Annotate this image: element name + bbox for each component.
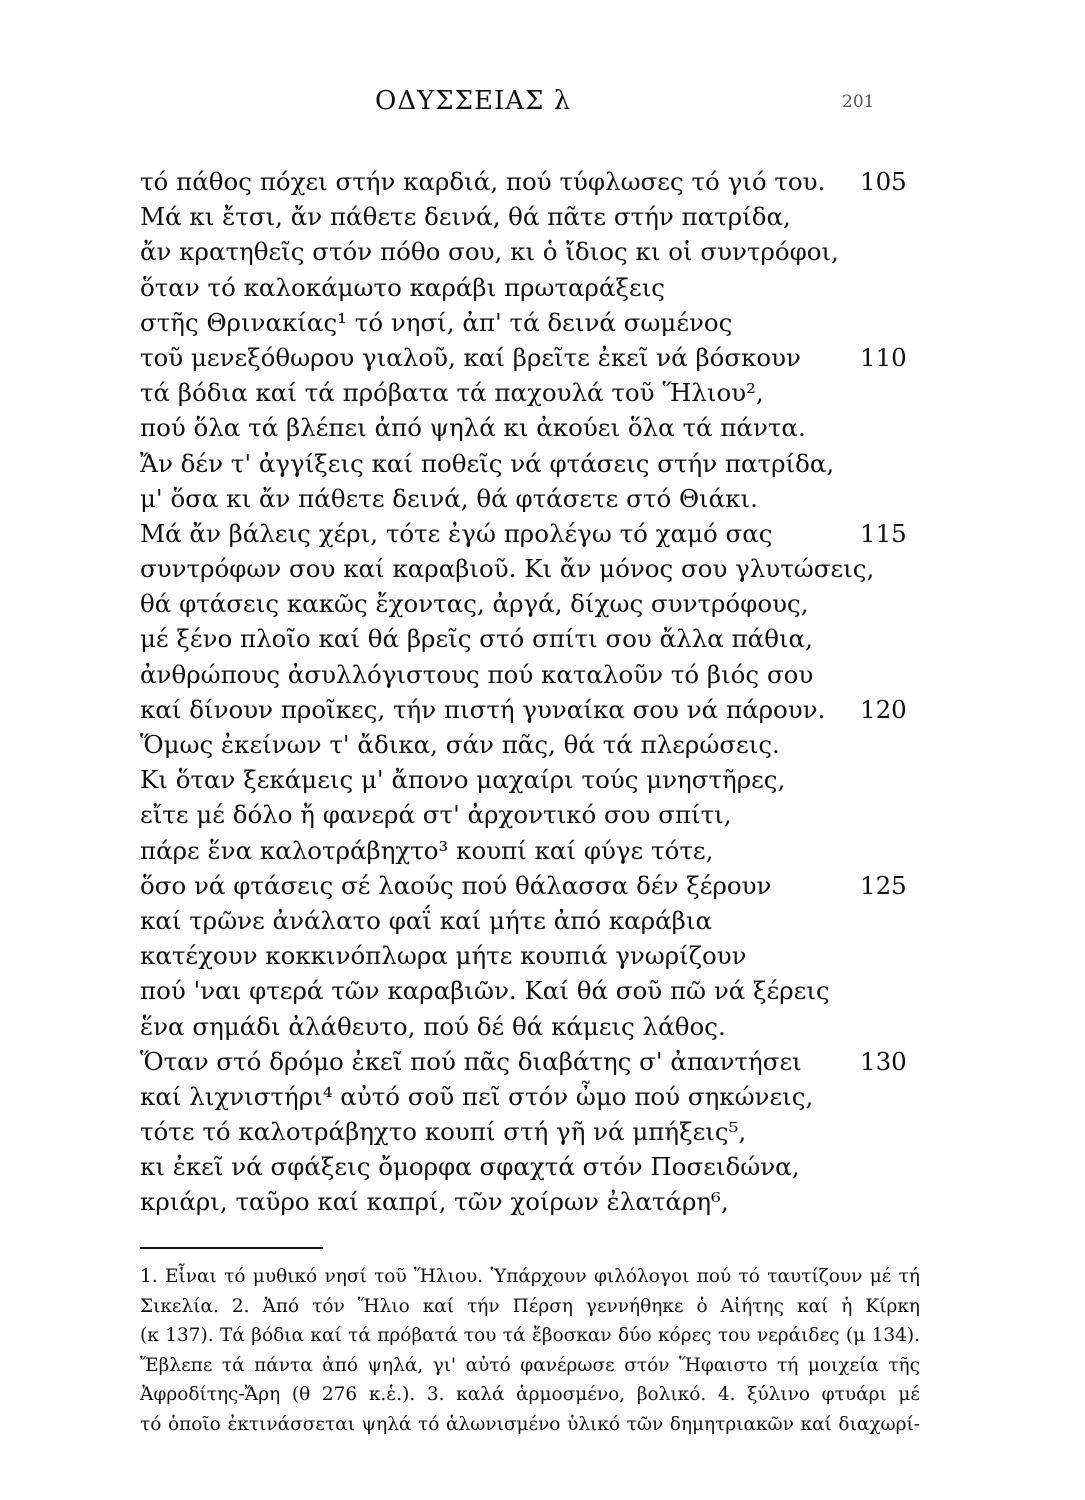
verse-number: 125 [860,870,907,900]
verse-text: πάρε ἕνα καλοτράβηχτο³ κουπί καί φύγε τότε, [140,835,714,865]
verse-line [140,621,960,656]
footnote-line: Σικελία. 2. Ἀπό τόν Ἥλιο καί τήν Πέρση γεννήθηκε ὁ Αἰήτης καί ἡ Κίρκη [140,1295,920,1317]
footnotes [140,1262,920,1439]
verse-line [140,1114,960,1149]
verse-number: 115 [860,518,907,548]
verse-line [140,973,960,1008]
verse-text: μ' ὅσα κι ἄν πάθετε δεινά, θά φτάσετε στό Θιάκι. [140,483,758,513]
footnote-line: 1. Εἶναι τό μυθικό νησί τοῦ Ἥλιου. Ὑπάρχουν φιλόλογοι πού τό ταυτίζουν μέ τή [140,1266,920,1287]
verse-line [140,1149,960,1184]
verse-line [140,833,960,868]
verse-text: τά βόδια καί τά πρόβατα τά παχουλά τοῦ Ἥλιου², [140,378,764,408]
verse-line [140,375,960,410]
verse-line [140,1079,960,1114]
verse-line [140,551,960,586]
verse-line [140,1009,960,1044]
verse-text: εἴτε μέ δόλο ἤ φανερά στ' ἀρχοντικό σου σπίτι, [140,800,732,830]
verse-text: ἕνα σημάδι ἀλάθευτο, πού δέ θά κάμεις λάθος. [140,1011,726,1041]
verse-text: Μά ἄν βάλεις χέρι, τότε ἐγώ προλέγω τό χαμό σας [140,518,773,548]
verse-line [140,1184,960,1219]
verse-text: ὅταν τό καλοκάμωτο καράβι πρωταράξεις [140,272,666,302]
verse-text: στῆς Θρινακίας¹ τό νησί, ἀπ' τά δεινά σωμένος [140,307,733,337]
verse-text: κι ἐκεῖ νά σφάξεις ὄμορφα σφαχτά στόν Ποσειδώνα, [140,1152,800,1182]
footnote-line: Ἀφροδίτης-Ἄρη (θ 276 κ.ἑ.). 3. καλά ἁρμοσμένο, βολικό. 4. ξύλινο φτυάρι μέ [140,1384,920,1405]
verse-line [140,481,960,516]
page-number: 201 [842,92,875,112]
verse-text: κατέχουν κοκκινόπλωρα μήτε κουπιά γνωρίζουν [140,941,747,971]
verse-text: Μά κι ἔτσι, ἄν πάθετε δεινά, θά πᾶτε στήν πατρίδα, [140,202,791,232]
verse-number: 120 [860,694,907,724]
verse-line [140,797,960,832]
verse-line [140,938,960,973]
verse-line [140,657,960,692]
footnote-line: (κ 137). Τά βόδια καί τά πρόβατά του τά ἔβοσκαν δύο κόρες του νεράιδες (μ 134). [140,1325,920,1346]
verse-text: ἀνθρώπους ἀσυλλόγιστους πού καταλοῦν τό βιός σου [140,659,814,689]
verse-text: Ὅμως ἐκείνων τ' ἄδικα, σάν πᾶς, θά τά πλερώσεις. [140,730,780,759]
verse-text: καί τρῶνε ἀνάλατο φαΐ καί μήτε ἀπό καράβια [140,905,712,935]
poem-text [140,164,960,1220]
verse-text: μέ ξένο πλοῖο καί θά βρεῖς στό σπίτι σου ἄλλα πάθια, [140,624,813,654]
verse-line [140,234,960,269]
verse-text: Κι ὅταν ξεκάμεις μ' ἄπονο μαχαίρι τούς μνηστῆρες, [140,765,786,795]
footnote-rule [140,1247,323,1249]
verse-text: τότε τό καλοτράβηχτο κουπί στή γῆ νά μπήξεις⁵, [140,1117,747,1147]
verse-line [140,762,960,797]
verse-line [140,692,960,727]
verse-text: συντρόφων σου καί καραβιοῦ. Κι ἄν μόνος σου γλυτώσεις, [140,554,875,584]
verse-line [140,410,960,445]
footnote-line: τό ὁποῖο ἐκτινάσσεται ψηλά τό ἁλωνισμένο ὑλικό τῶν δημητριακῶν καί διαχωρί- [140,1413,920,1435]
verse-text: πού ὅλα τά βλέπει ἀπό ψηλά κι ἀκούει ὅλα τά πάντα. [140,413,806,443]
verse-text: πού 'ναι φτερά τῶν καραβιῶν. Καί θά σοῦ πῶ νά ξέρεις [140,976,830,1006]
verse-text: Ἄν δέν τ' ἀγγίξεις καί ποθεῖς νά φτάσεις στήν πατρίδα, [140,448,835,478]
verse-line [140,1044,960,1079]
verse-text: Ὅταν στό δρόμο ἐκεῖ πού πᾶς διαβάτης σ' ἀπαντήσει [140,1046,802,1076]
verse-line [140,305,960,340]
verse-text: ἄν κρατηθεῖς στόν πόθο σου, κι ὁ ἴδιος κι οἱ συντρόφοι, [140,237,839,267]
verse-text: τό πάθος πόχει στήν καρδιά, πού τύφλωσες τό γιό του. [140,167,826,196]
verse-text: ὅσο νά φτάσεις σέ λαούς πού θάλασσα δέν ξέρουν [140,870,772,900]
verse-text: θά φτάσεις κακῶς ἔχοντας, ἀργά, δίχως συντρόφους, [140,589,809,619]
verse-number: 110 [860,342,907,372]
verse-line [140,727,960,762]
verse-line [140,270,960,305]
verse-text: κριάρι, ταῦρο καί καπρί, τῶν χοίρων ἐλατάρη⁶, [140,1187,729,1217]
verse-line [140,868,960,903]
verse-line [140,903,960,938]
verse-line [140,586,960,621]
verse-text: τοῦ μενεξόθωρου γιαλοῦ, καί βρεῖτε ἐκεῖ νά βόσκουν [140,342,801,372]
verse-number: 130 [860,1046,907,1076]
verse-line [140,446,960,481]
verse-line [140,340,960,375]
verse-text: καί δίνουν προῖκες, τήν πιστή γυναίκα σου νά πάρουν. [140,694,826,724]
verse-text: καί λιχνιστήρι⁴ αὐτό σοῦ πεῖ στόν ὦμο πού σηκώνεις, [140,1081,814,1111]
verse-line [140,199,960,234]
running-title: ΟΔΥΣΣΕΙΑΣ λ [375,86,572,116]
footnote-line: Ἔβλεπε τά πάντα ἀπό ψηλά, γι' αὐτό φανέρωσε στόν Ἥφαιστο τή μοιχεία τῆς [140,1354,920,1376]
verse-number: 105 [860,167,907,196]
verse-line [140,516,960,551]
running-head [0,86,1085,126]
verse-line [140,164,960,199]
